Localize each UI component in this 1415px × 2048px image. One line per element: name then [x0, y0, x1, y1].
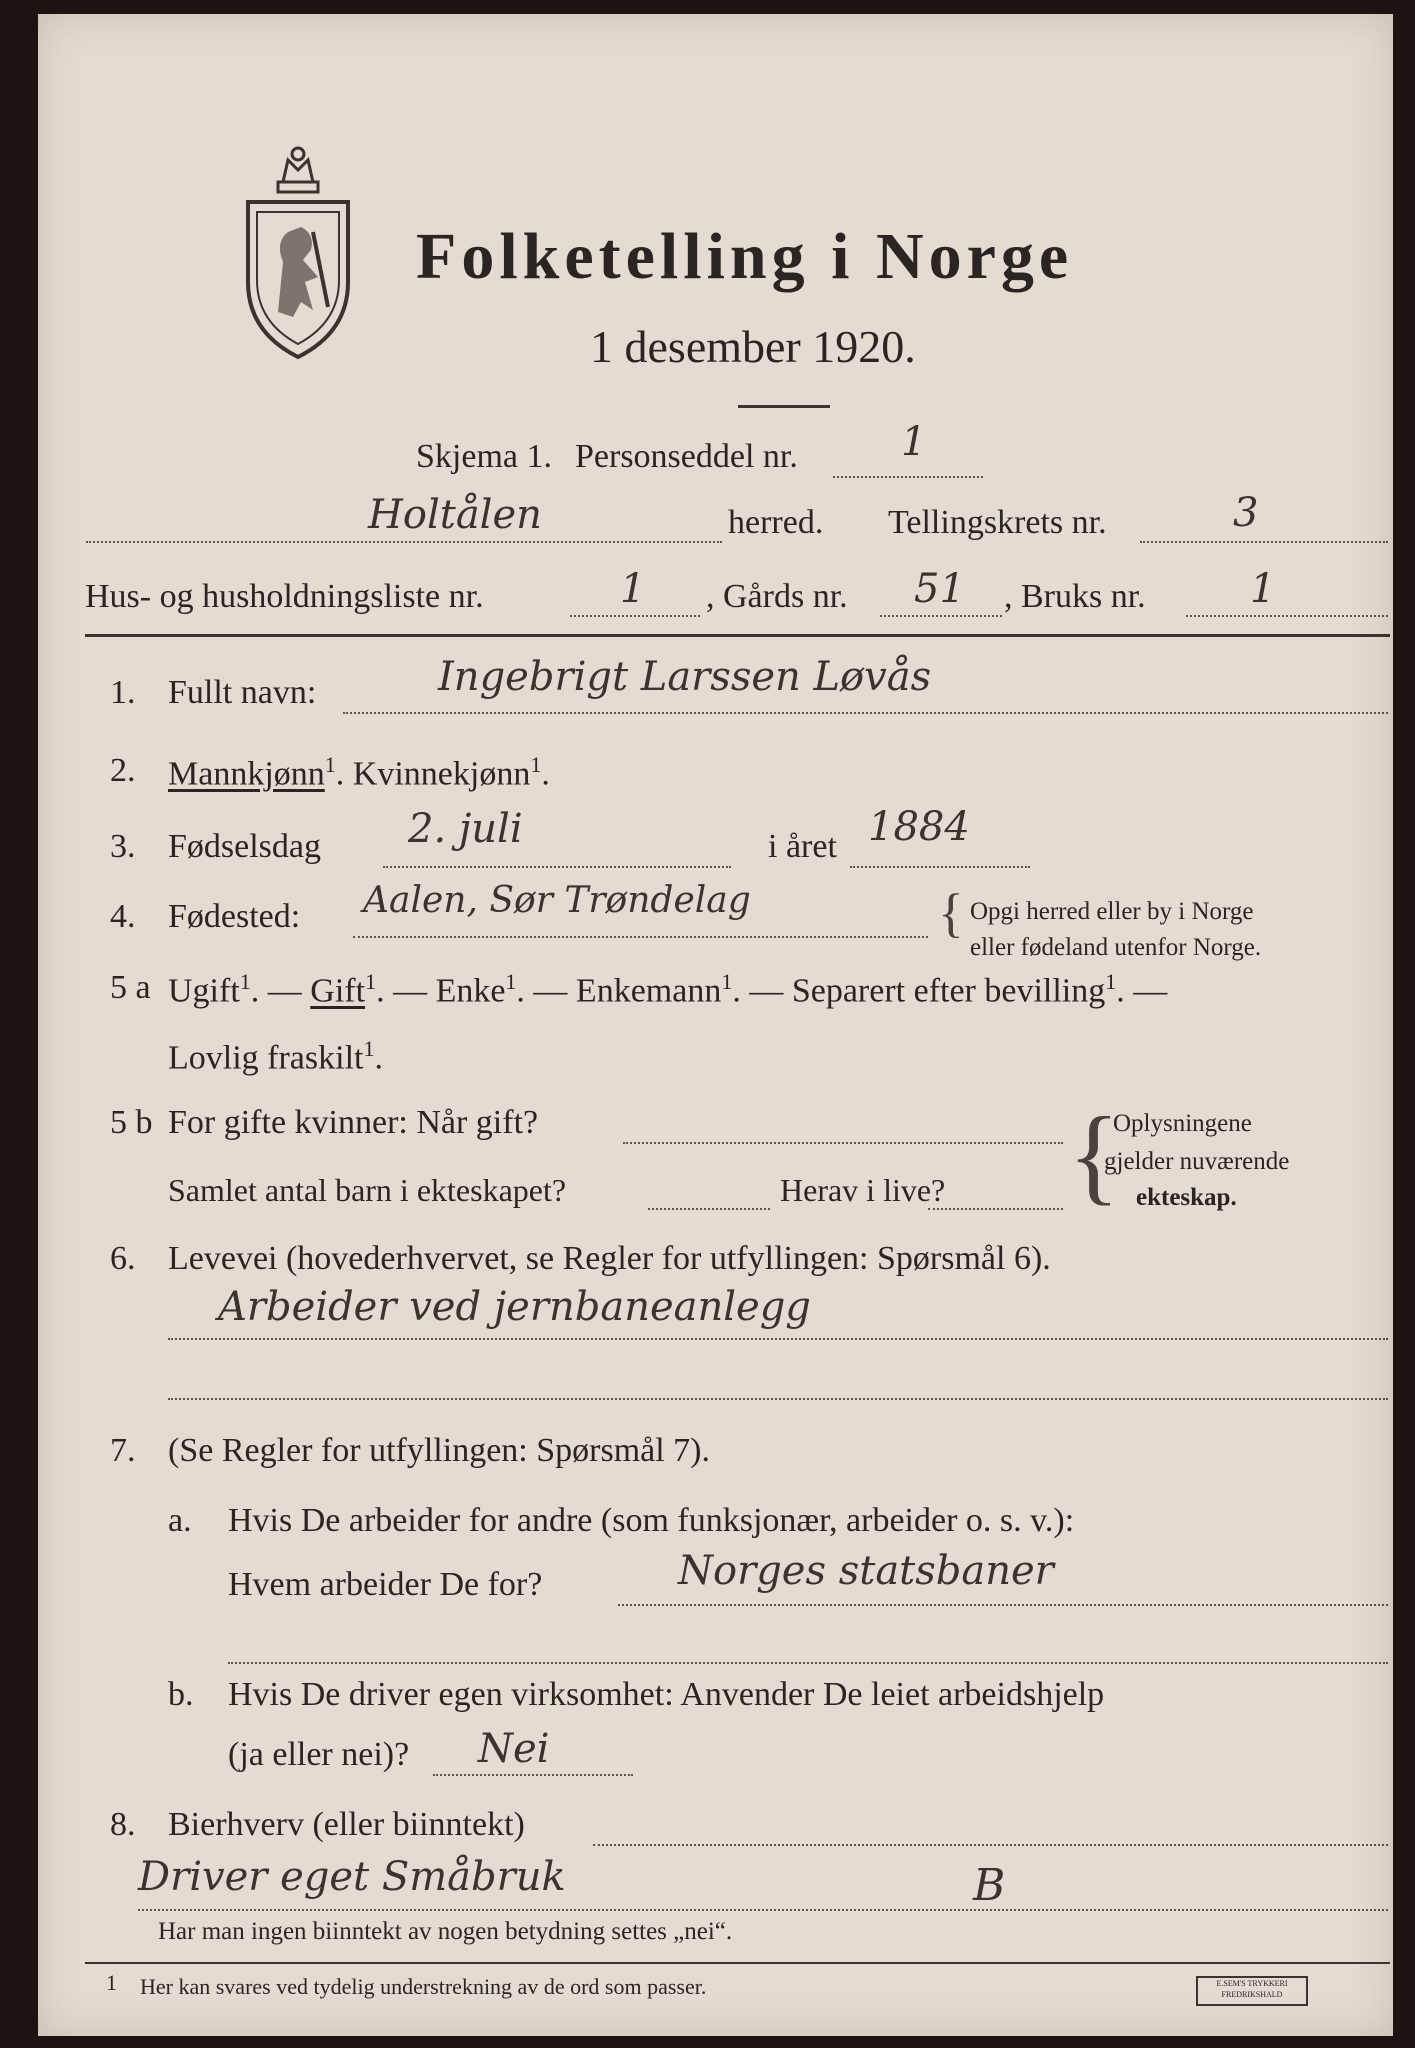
- census-form-sheet: [38, 14, 1393, 2036]
- tellingskrets-label: Tellingskrets nr.: [888, 504, 1107, 541]
- bruks-field-line: [1186, 615, 1388, 617]
- husholdningsliste-value[interactable]: 1: [620, 566, 646, 612]
- q5b-number: 5 b: [110, 1104, 153, 1141]
- full-name-value[interactable]: Ingebrigt Larssen Løvås: [438, 654, 932, 700]
- q4-number: 4.: [110, 898, 136, 935]
- personseddel-field-line: [833, 476, 983, 478]
- q5b-note-line3: ekteskap.: [1136, 1184, 1237, 1211]
- q5b-children-field-line: [648, 1208, 770, 1210]
- q5b-note-line1: Oplysningene: [1113, 1110, 1252, 1137]
- q3-day-field-line: [383, 866, 731, 868]
- q5a-options-line2: Lovlig fraskilt$^1$.: [168, 1036, 383, 1077]
- q3-label: Fødselsdag: [168, 828, 321, 865]
- q1-number: 1.: [110, 674, 136, 711]
- q5b-married-field-line: [623, 1142, 1063, 1144]
- printer-name: E.SEM'S TRYKKERI: [1216, 1979, 1288, 1988]
- option-gift[interactable]: Gift: [310, 972, 366, 1010]
- q8-note: Har man ingen biinntekt av nogen betydning settes „nei“.: [158, 1918, 733, 1945]
- q8-field-line-1: [593, 1844, 1388, 1846]
- herred-field-line: [86, 541, 722, 543]
- census-date: 1 desember 1920.: [590, 321, 916, 372]
- q8-label: Bierhverv (eller biinntekt): [168, 1806, 525, 1843]
- option-kvinnekjonn[interactable]: Kvinnekjønn: [352, 755, 531, 793]
- q5b-alive-field-line: [928, 1208, 1063, 1210]
- q6-field-line-2: [168, 1398, 1388, 1400]
- q4-note-line1: Opgi herred eller by i Norge: [970, 898, 1254, 925]
- birth-year-value[interactable]: 1884: [868, 804, 970, 850]
- option-ugift[interactable]: Ugift: [168, 972, 240, 1010]
- footnote-text: Her kan svares ved tydelig understrekning av de ord som passer.: [140, 1974, 707, 1999]
- form-title: Folketelling i Norge: [416, 220, 1074, 293]
- printer-city: FREDRIKSHALD: [1221, 1990, 1283, 1999]
- q1-label: Fullt navn:: [168, 674, 317, 711]
- q1-field-line: [343, 712, 1388, 714]
- personseddel-label: Personseddel nr.: [575, 438, 798, 475]
- q3-year-field-line: [850, 866, 1030, 868]
- q5b-label-children: Samlet antal barn i ekteskapet?: [168, 1172, 567, 1208]
- q3-number: 3.: [110, 828, 136, 865]
- occupation-value[interactable]: Arbeider ved jernbaneanlegg: [218, 1284, 811, 1330]
- q7a-field-line-2: [228, 1662, 1388, 1664]
- gards-label: , Gårds nr.: [706, 578, 848, 615]
- q6-number: 6.: [110, 1240, 136, 1277]
- herred-label: herred.: [728, 504, 824, 541]
- option-enkemann[interactable]: Enkemann: [575, 972, 722, 1010]
- gards-field-line: [880, 615, 1002, 617]
- hired-help-value[interactable]: Nei: [478, 1726, 550, 1772]
- option-separert[interactable]: Separert efter bevilling: [791, 972, 1106, 1010]
- option-enke[interactable]: Enke: [435, 972, 506, 1010]
- q7b-label: Hvis De driver egen virksomhet: Anvender De leiet arbeidshjelp: [228, 1676, 1105, 1713]
- q4-field-line: [353, 936, 928, 938]
- option-lovlig-fraskilt[interactable]: Lovlig fraskilt: [168, 1039, 364, 1077]
- schema-label: Skjema 1.: [416, 438, 552, 475]
- norwegian-coat-of-arms-icon: [243, 142, 353, 362]
- q7a-label: Hvis De arbeider for andre (som funksjonær, arbeider o. s. v.):: [228, 1502, 1075, 1539]
- q4-note-line2: eller fødeland utenfor Norge.: [970, 934, 1262, 961]
- side-income-mark: B: [973, 1860, 1006, 1911]
- bruks-value[interactable]: 1: [1250, 566, 1276, 612]
- husholdningsliste-field-line: [570, 615, 700, 617]
- husholdningsliste-label: Hus- og husholdningsliste nr.: [85, 578, 484, 615]
- q8-field-line-2: [138, 1909, 1388, 1911]
- option-mannkjonn[interactable]: Mannkjønn: [168, 755, 325, 793]
- herred-value[interactable]: Holtålen: [368, 492, 542, 538]
- employer-value[interactable]: Norges statsbaner: [678, 1548, 1054, 1594]
- title-divider: [738, 405, 830, 408]
- q7a-letter: a.: [168, 1502, 192, 1539]
- tellingskrets-field-line: [1140, 541, 1388, 543]
- birth-day-value[interactable]: 2. juli: [408, 806, 523, 852]
- side-income-value[interactable]: Driver eget Småbruk: [138, 1854, 566, 1900]
- q5b-note-line2: gjelder nuværende: [1104, 1148, 1290, 1175]
- q7a-field-line-1: [618, 1604, 1388, 1606]
- q6-field-line-1: [168, 1338, 1388, 1340]
- q2-options: Mannkjønn$^1$. Kvinnekjønn$^1$.: [168, 752, 550, 793]
- printer-stamp: [1196, 1976, 1308, 2006]
- q5b-label-alive: Herav i live?: [780, 1172, 946, 1208]
- personseddel-value[interactable]: 1: [901, 419, 927, 465]
- q7b-field-line: [433, 1774, 633, 1776]
- footnote-separator: [85, 1962, 1390, 1964]
- birthplace-value[interactable]: Aalen, Sør Trøndelag: [363, 880, 751, 921]
- gards-value[interactable]: 51: [914, 566, 965, 612]
- q4-brace: {: [938, 883, 964, 943]
- bruks-label: , Bruks nr.: [1004, 578, 1146, 615]
- q8-number: 8.: [110, 1806, 136, 1843]
- q7a-question: Hvem arbeider De for?: [228, 1566, 543, 1603]
- q3-year-label: i året: [768, 828, 837, 865]
- q5b-label-married: For gifte kvinner: Når gift?: [168, 1104, 539, 1141]
- q7-number: 7.: [110, 1432, 136, 1469]
- q7b-letter: b.: [168, 1676, 194, 1713]
- q7-label: (Se Regler for utfyllingen: Spørsmål 7).: [168, 1432, 711, 1469]
- q5a-options: Ugift$^1$. — Gift$^1$. — Enke$^1$. — Enkemann$^1$. — Separert efter bevilling$^1$. —: [168, 969, 1168, 1010]
- q2-number: 2.: [110, 752, 136, 789]
- q6-label: Levevei (hovederhvervet, se Regler for utfyllingen: Spørsmål 6).: [168, 1240, 1051, 1277]
- q5a-number: 5 a: [110, 969, 151, 1006]
- header-separator: [85, 634, 1390, 637]
- q4-label: Fødested:: [168, 898, 301, 935]
- q5b-brace: {: [1068, 1096, 1120, 1215]
- footnote-number: 1: [106, 1970, 117, 1995]
- tellingskrets-value[interactable]: 3: [1233, 490, 1259, 536]
- q7b-question: (ja eller nei)?: [228, 1736, 410, 1773]
